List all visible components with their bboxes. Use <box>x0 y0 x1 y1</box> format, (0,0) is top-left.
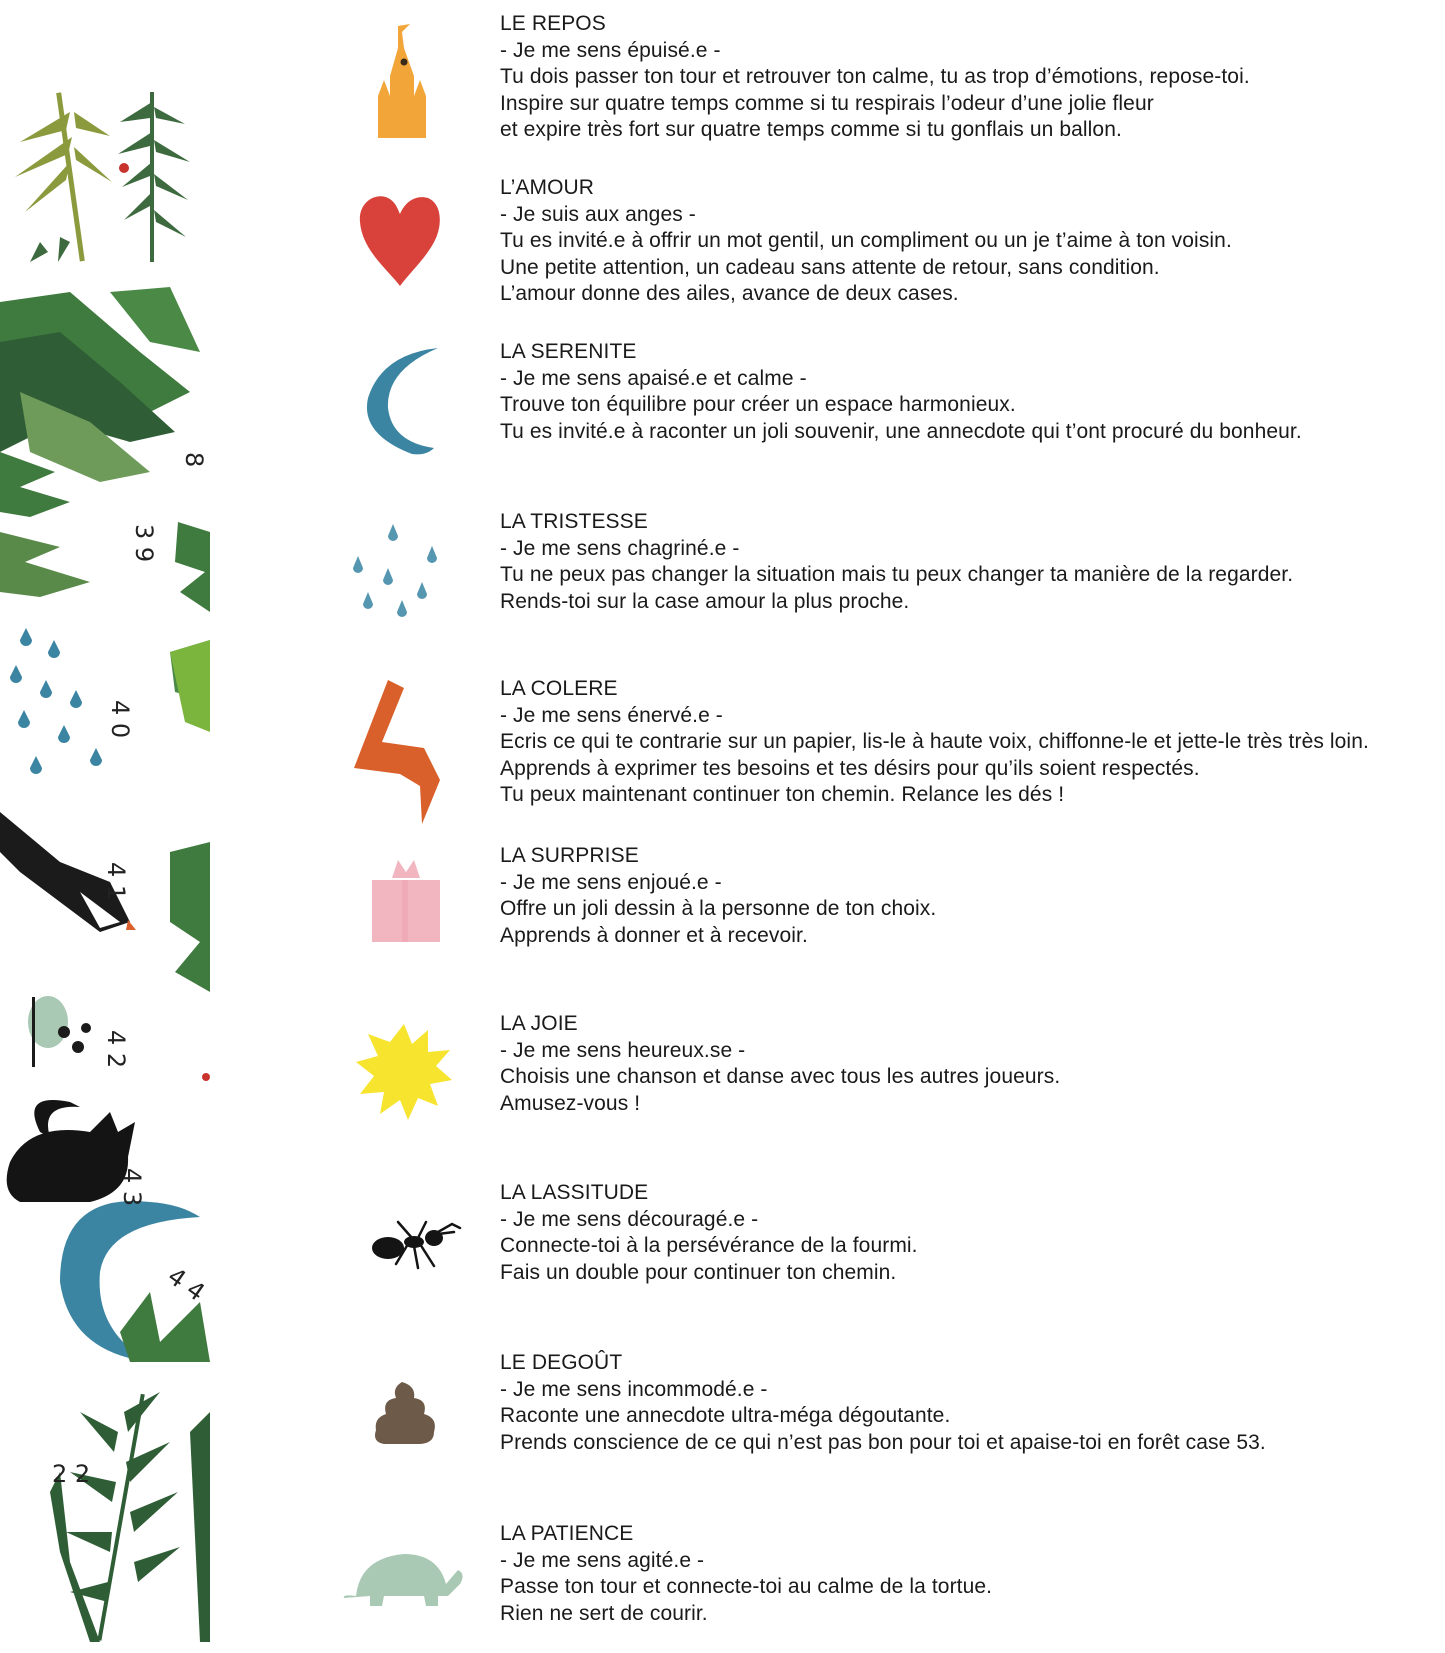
board-number: 4 3 <box>118 1168 146 1207</box>
fern-illustration <box>50 1392 210 1642</box>
legend-entry-lassitude <box>500 1180 918 1286</box>
entry-line: Tu es invité.e à offrir un mot gentil, un compliment ou un je t’aime à ton voisin. <box>500 229 1232 252</box>
cat-illustration <box>7 1100 135 1202</box>
entry-feeling: - Je me sens énervé.e - <box>500 703 723 727</box>
entry-feeling: - Je me sens enjoué.e - <box>500 870 722 894</box>
entry-title: LA LASSITUDE <box>500 1181 649 1204</box>
entry-line: Prends conscience de ce qui n’est pas bon pour toi et apaise-toi en forêt case 53. <box>500 1430 1266 1454</box>
turtle-icon <box>342 1548 464 1608</box>
entry-line: Rien ne sert de courir. <box>500 1601 708 1625</box>
entry-title: LA COLERE <box>500 677 618 700</box>
raindrops-illustration <box>10 628 102 774</box>
board-number: 8 <box>180 452 208 468</box>
entry-line: L’amour donne des ailes, avance de deux cases. <box>500 282 959 305</box>
entry-title: LA JOIE <box>500 1012 578 1035</box>
board-number: 4 2 <box>102 1030 130 1069</box>
board-number: 2 2 <box>52 1460 91 1488</box>
entry-line: Tu ne peux pas changer la situation mais tu peux changer ta manière de la regarder. <box>500 563 1294 586</box>
entry-line: Rends-toi sur la case amour la plus proche. <box>500 589 910 613</box>
legend-entry-degout <box>500 1350 1266 1456</box>
entry-feeling: - Je me sens agité.e - <box>500 1548 705 1572</box>
lightning-icon <box>352 678 444 824</box>
entry-title: LE DEGOÛT <box>500 1351 623 1374</box>
board-number: 4 4 <box>162 1261 210 1307</box>
entry-line: et expire très fort sur quatre temps comme si tu gonflais un ballon. <box>500 118 1122 141</box>
entry-feeling: - Je me sens épuisé.e - <box>500 38 721 62</box>
entry-line: Ecris ce qui te contrarie sur un papier, lis-le à haute voix, chiffonne-le et jette-le très très loin. <box>500 730 1369 753</box>
entry-line: Choisis une chanson et danse avec tous les autres joueurs. <box>500 1065 1061 1088</box>
entry-line: Connecte-toi à la persévérance de la fourmi. <box>500 1234 918 1257</box>
entry-line: Offre un joli dessin à la personne de ton choix. <box>500 897 937 920</box>
entry-feeling: - Je me sens incommodé.e - <box>500 1377 768 1401</box>
entry-line: Tu dois passer ton tour et retrouver ton calme, tu as trop d’émotions, repose-toi. <box>500 65 1250 88</box>
legend-entry-amour <box>500 175 1232 308</box>
sun-icon <box>354 1022 454 1122</box>
entry-feeling: - Je me sens apaisé.e et calme - <box>500 366 807 390</box>
entry-line: Raconte une annecdote ultra-méga dégoutante. <box>500 1404 951 1427</box>
pine-illustration <box>0 287 200 482</box>
entry-title: LA PATIENCE <box>500 1522 634 1545</box>
fern-illustration <box>15 92 112 262</box>
board-number: 4 1 <box>102 862 130 901</box>
entry-line: Fais un double pour continuer ton chemin. <box>500 1260 897 1284</box>
fern-illustration <box>118 92 190 262</box>
entry-feeling: - Je me sens chagriné.e - <box>500 536 740 560</box>
ant-icon <box>368 1218 462 1270</box>
board-number: 3 9 <box>130 524 158 563</box>
gift-icon <box>370 858 442 944</box>
legend-entry-tristesse <box>500 509 1293 615</box>
legend-entry-repos <box>500 11 1250 144</box>
board-strip <box>0 92 218 1644</box>
raindrops-icon <box>350 522 440 618</box>
legend-entry-joie <box>500 1011 1060 1117</box>
castle-icon <box>372 20 432 140</box>
entry-line: Apprends à donner et à recevoir. <box>500 923 808 947</box>
legend-entry-patience <box>500 1521 992 1627</box>
legend-entry-surprise <box>500 843 936 949</box>
entry-feeling: - Je me sens découragé.e - <box>500 1207 759 1231</box>
poop-icon <box>372 1380 438 1446</box>
heart-icon <box>358 192 442 290</box>
entry-title: L’AMOUR <box>500 176 595 199</box>
entry-title: LA TRISTESSE <box>500 510 648 533</box>
entry-line: Apprends à exprimer tes besoins et tes désirs pour qu’ils soient respectés. <box>500 756 1200 780</box>
entry-line: Tu es invité.e à raconter un joli souvenir, une annecdote qui t’ont procuré du bonheur. <box>500 419 1302 443</box>
entry-line: Passe ton tour et connecte-toi au calme de la tortue. <box>500 1575 993 1598</box>
entry-feeling: - Je suis aux anges - <box>500 202 696 226</box>
entry-line: Une petite attention, un cadeau sans attente de retour, sans condition. <box>500 255 1160 279</box>
entry-title: LA SURPRISE <box>500 844 639 867</box>
entry-line: Inspire sur quatre temps comme si tu respirais l’odeur d’une jolie fleur <box>500 91 1154 115</box>
legend-entry-colere <box>500 676 1369 809</box>
board-number: 4 0 <box>106 700 134 739</box>
entry-line: Trouve ton équilibre pour créer un espace harmonieux. <box>500 393 1016 416</box>
entry-line: Amusez-vous ! <box>500 1091 641 1115</box>
legend-entry-serenite <box>500 339 1302 445</box>
board-illustration <box>0 92 218 1644</box>
entry-title: LE REPOS <box>500 12 606 35</box>
moon-icon <box>352 344 440 456</box>
entry-feeling: - Je me sens heureux.se - <box>500 1038 746 1062</box>
tree-illustration <box>170 842 210 992</box>
entry-title: LA SERENITE <box>500 340 637 363</box>
entry-line: Tu peux maintenant continuer ton chemin. Relance les dés ! <box>500 783 1065 806</box>
